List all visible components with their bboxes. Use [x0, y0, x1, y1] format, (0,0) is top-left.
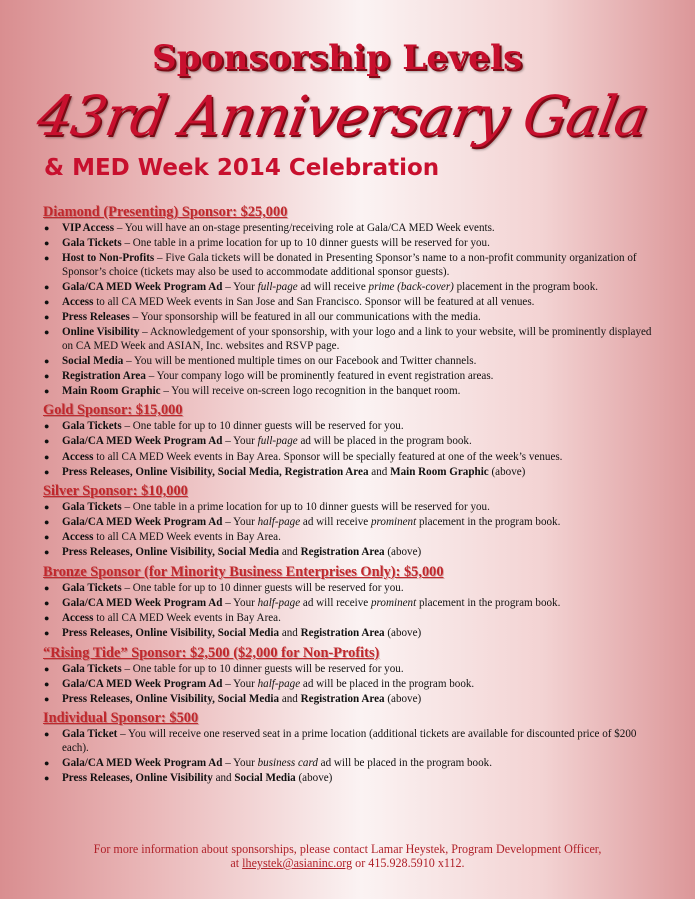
- list-item: [43, 326, 653, 353]
- item-text: and: [368, 465, 391, 478]
- bullet-icon: ●: [44, 311, 50, 322]
- bullet-icon: ●: [44, 729, 50, 740]
- item-text: – Your: [222, 677, 258, 690]
- bullet-icon: ●: [44, 421, 50, 432]
- bullet-icon: ●: [44, 296, 50, 307]
- item-text: Access: [62, 612, 94, 625]
- item-text: – You will be mentioned multiple times on our Facebook and Twitter channels.: [123, 354, 477, 367]
- item-text: ad will receive: [300, 516, 371, 529]
- item-text: – Acknowledgement of your sponsorship, with your logo and a link to your website, will be prominently displayed on CA MED Week and ASIAN, Inc. websites and RSVP page.: [62, 326, 652, 352]
- item-text: ad will receive: [300, 597, 371, 609]
- bullet-icon: ●: [44, 613, 50, 624]
- footer-prefix: at: [230, 856, 243, 870]
- list-item: [43, 772, 653, 786]
- bullet-icon: ●: [44, 253, 50, 264]
- item-text: business card: [257, 756, 318, 769]
- item-text: Gala Tickets: [62, 501, 122, 514]
- item-text: ad will be placed in the program book.: [297, 435, 472, 448]
- item-text: Gala Ticket: [62, 728, 118, 741]
- item-text: to all CA MED Week events in Bay Area.: [93, 612, 281, 625]
- item-text: VIP Access: [62, 222, 115, 234]
- item-text: Press Releases, Online Visibility: [62, 772, 213, 785]
- bullet-icon: ●: [44, 663, 50, 674]
- footer: [0, 842, 695, 870]
- section-heading: Diamond (Presenting) Sponsor: $25,000: [43, 204, 288, 220]
- list-item: [43, 435, 653, 449]
- item-text: prominent: [370, 516, 417, 529]
- section-heading: Silver Sponsor: $10,000: [43, 483, 188, 500]
- benefit-list: [43, 728, 653, 785]
- item-text: – One table in a prime location for up to 10 dinner guests will be reserved for you.: [121, 237, 490, 250]
- item-text: (above): [384, 692, 422, 705]
- email-link[interactable]: lheystek@asianinc.org: [242, 856, 353, 870]
- list-item: [43, 546, 653, 560]
- item-text: prime (back-cover): [368, 280, 454, 293]
- list-item: [43, 597, 653, 611]
- item-text: placement in the program book.: [416, 597, 561, 609]
- item-text: Gala/CA MED Week Program Ad: [62, 435, 223, 448]
- section-heading: Bronze Sponsor (for Minority Business Enterprises Only): $5,000: [43, 563, 444, 580]
- bullet-icon: ●: [44, 547, 50, 558]
- section-heading: Gold Sponsor: $15,000: [43, 402, 183, 419]
- list-item: [43, 355, 653, 369]
- item-text: Registration Area: [300, 627, 385, 640]
- item-text: and: [279, 546, 301, 559]
- section-heading: “Rising Tide” Sponsor: $2,500 ($2,000 for Non-Profits): [43, 644, 380, 661]
- item-text: – One table for up to 10 dinner guests will be reserved for you.: [121, 662, 404, 675]
- list-item: [43, 466, 653, 480]
- header: [0, 0, 695, 200]
- bullet-icon: ●: [44, 532, 50, 543]
- item-text: full-page: [257, 280, 298, 293]
- bullet-icon: ●: [44, 517, 50, 528]
- list-item: [43, 311, 653, 325]
- item-text: (above): [384, 627, 422, 640]
- item-text: ad will be placed in the program book.: [317, 756, 492, 769]
- item-text: to all CA MED Week events in Bay Area.: [93, 531, 281, 544]
- item-text: Host to Non-Profits: [62, 252, 155, 265]
- item-text: Press Releases, Online Visibility, Social Media, Registration Area: [62, 465, 369, 478]
- item-text: Main Room Graphic: [62, 384, 161, 397]
- list-item: [43, 531, 653, 545]
- item-text: Social Media: [234, 772, 296, 785]
- item-text: – Five Gala tickets will be donated in Presenting Sponsor’s name to a non-profit community organization of Sponsor’s choice (tickets may also be used to accommodate additional sponsor guests).: [62, 252, 637, 278]
- benefit-list: [43, 420, 653, 479]
- list-item: [43, 370, 653, 384]
- item-text: Press Releases: [62, 310, 130, 323]
- item-text: Gala Tickets: [62, 581, 122, 594]
- sponsor-section: [43, 483, 653, 560]
- item-text: Main Room Graphic: [390, 465, 489, 478]
- bullet-icon: ●: [44, 693, 50, 704]
- item-text: Registration Area: [300, 546, 385, 559]
- bullet-icon: ●: [44, 355, 50, 366]
- bullet-icon: ●: [44, 502, 50, 513]
- subtitle: & MED Week 2014 Celebration: [44, 155, 440, 181]
- bullet-icon: ●: [44, 451, 50, 462]
- list-item: [43, 420, 653, 434]
- item-text: half-page: [257, 516, 301, 529]
- section-heading: Individual Sponsor: $500: [43, 710, 199, 727]
- item-text: Gala/CA MED Week Program Ad: [62, 280, 223, 293]
- list-item: [43, 237, 653, 251]
- item-text: (above): [488, 465, 526, 478]
- bullet-icon: ●: [44, 436, 50, 447]
- bullet-icon: ●: [44, 678, 50, 689]
- item-text: – Your company logo will be prominently featured in event registration areas.: [145, 369, 494, 382]
- item-text: placement in the program book.: [416, 516, 561, 529]
- item-text: – You will have an on-stage presenting/receiving role at Gala/CA MED Week events.: [114, 222, 495, 234]
- item-text: half-page: [257, 677, 301, 690]
- bullet-icon: ●: [44, 223, 50, 233]
- item-text: – One table for up to 10 dinner guests will be reserved for you.: [121, 420, 404, 433]
- item-text: Gala Tickets: [62, 237, 122, 250]
- item-text: and: [279, 627, 301, 640]
- bullet-icon: ●: [44, 582, 50, 593]
- benefit-list: [43, 582, 653, 641]
- list-item: [43, 627, 653, 641]
- list-item: [43, 693, 653, 707]
- item-text: Access: [62, 450, 94, 463]
- bullet-icon: ●: [44, 238, 50, 249]
- bullet-icon: ●: [44, 628, 50, 639]
- list-item: [43, 678, 653, 692]
- list-item: [43, 663, 653, 677]
- list-item: [43, 501, 653, 515]
- bullet-icon: ●: [44, 281, 50, 292]
- bullet-icon: ●: [44, 370, 50, 381]
- item-text: Access: [62, 295, 94, 308]
- page-title: Sponsorship Levels: [152, 38, 523, 78]
- bullet-icon: ●: [44, 773, 50, 784]
- item-text: Gala Tickets: [62, 420, 122, 433]
- item-text: Access: [62, 531, 94, 544]
- gala-title: 43rd Anniversary Gala: [32, 84, 653, 148]
- list-item: [43, 451, 653, 465]
- item-text: Online Visibility: [62, 326, 140, 339]
- item-text: Press Releases, Online Visibility, Social Media: [62, 627, 280, 640]
- item-text: – Your: [222, 756, 258, 769]
- item-text: (above): [295, 772, 333, 785]
- bullet-icon: ●: [44, 757, 50, 768]
- item-text: Press Releases, Online Visibility, Social Media: [62, 692, 280, 705]
- sponsorship-list: [43, 204, 653, 790]
- item-text: and: [279, 692, 301, 705]
- item-text: Gala/CA MED Week Program Ad: [62, 677, 223, 690]
- list-item: [43, 516, 653, 530]
- item-text: Gala/CA MED Week Program Ad: [62, 597, 223, 609]
- item-text: – You will receive on-screen logo recognition in the banquet room.: [160, 384, 461, 397]
- item-text: Press Releases, Online Visibility, Social Media: [62, 546, 280, 559]
- list-item: [43, 252, 653, 279]
- item-text: to all CA MED Week events in San Jose and San Francisco. Sponsor will be featured at all venues.: [93, 295, 535, 308]
- list-item: [43, 757, 653, 771]
- sponsor-section: [43, 402, 653, 479]
- bullet-icon: ●: [44, 385, 50, 396]
- list-item: [43, 582, 653, 596]
- footer-line1: For more information about sponsorships, please contact Lamar Heystek, Program Development Officer,: [93, 842, 602, 856]
- item-text: ad will be placed in the program book.: [300, 677, 475, 690]
- benefit-list: [43, 501, 653, 560]
- item-text: (above): [384, 546, 422, 559]
- list-item: [43, 612, 653, 626]
- item-text: Gala/CA MED Week Program Ad: [62, 756, 223, 769]
- item-text: – Your: [222, 516, 258, 529]
- list-item: [43, 728, 653, 755]
- bullet-icon: ●: [44, 327, 50, 338]
- footer-suffix: or 415.928.5910 x112.: [352, 856, 465, 870]
- sponsor-section: [43, 710, 653, 785]
- item-text: Gala/CA MED Week Program Ad: [62, 516, 223, 529]
- item-text: full-page: [257, 435, 298, 448]
- item-text: ad will receive: [297, 280, 369, 293]
- item-text: prominent: [370, 597, 417, 609]
- item-text: – One table for up to 10 dinner guests will be reserved for you.: [121, 581, 404, 594]
- item-text: to all CA MED Week events in Bay Area. Sponsor will be specially featured at one of the week’s venues.: [93, 450, 563, 463]
- item-text: – Your sponsorship will be featured in all our communications with the media.: [129, 310, 481, 323]
- item-text: Gala Tickets: [62, 662, 122, 675]
- benefit-list: [43, 222, 653, 398]
- item-text: – One table in a prime location for up to 10 dinner guests will be reserved for you.: [121, 501, 490, 514]
- list-item: [43, 222, 653, 236]
- item-text: – You will receive one reserved seat in a prime location (additional tickets are available for discounted price of $200 each).: [62, 728, 637, 754]
- list-item: [43, 281, 653, 295]
- item-text: Registration Area: [300, 692, 385, 705]
- sponsor-section: [43, 645, 653, 707]
- item-text: – Your: [222, 597, 258, 609]
- bullet-icon: ●: [44, 598, 50, 608]
- item-text: placement in the program book.: [453, 280, 599, 293]
- list-item: [43, 385, 653, 399]
- item-text: and: [212, 772, 235, 785]
- sponsor-section: [43, 564, 653, 641]
- footer-line2: [0, 856, 695, 870]
- bullet-icon: ●: [44, 466, 50, 477]
- benefit-list: [43, 663, 653, 707]
- item-text: – Your: [222, 280, 258, 293]
- item-text: – Your: [222, 435, 258, 448]
- sponsor-section: [43, 204, 653, 398]
- item-text: half-page: [257, 597, 301, 609]
- item-text: Social Media: [62, 354, 124, 367]
- item-text: Registration Area: [62, 369, 146, 382]
- list-item: [43, 296, 653, 310]
